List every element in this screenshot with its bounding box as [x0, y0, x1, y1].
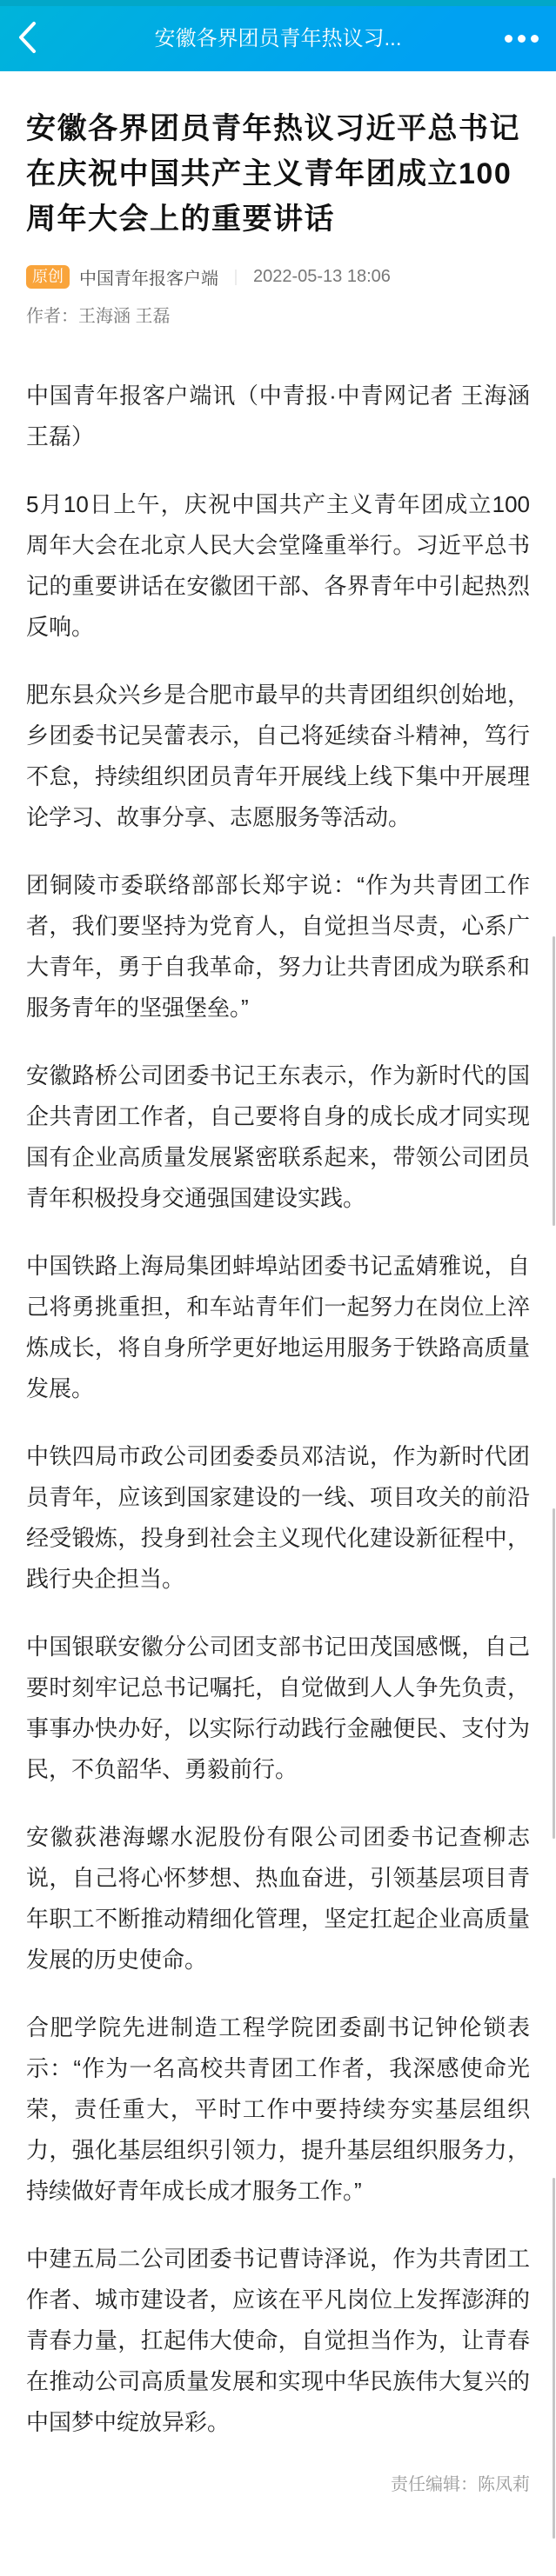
- author-line: 作者：王海涵 王磊: [26, 307, 171, 326]
- ellipsis-icon: [518, 35, 526, 43]
- article-paragraph: 中国铁路上海局集团蚌埠站团委书记孟婧雅说，自己将勇挑重担，和车站青年们一起努力在岗位上淬炼成长，将自身所学更好地运用服务于铁路高质量发展。: [26, 1253, 530, 1401]
- article-paragraph: 中建五局二公司团委书记曹诗泽说，作为共青团工作者、城市建设者，应该在平凡岗位上发挥澎湃的青春力量，扛起伟大使命，自觉担当作为，让青春在推动公司高质量发展和实现中华民族伟大复兴的中国梦中绽放异彩。: [26, 2246, 530, 2435]
- article-paragraph: 团铜陵市委联络部部长郑宇说：“作为共青团工作者，我们要坚持为党育人，自觉担当尽责，心系广大青年，勇于自我革命，努力让共青团成为联系和服务青年的坚强堡垒。”: [26, 872, 530, 1021]
- status-bar: [0, 0, 556, 6]
- more-options-button[interactable]: [503, 28, 540, 50]
- article-body: [0, 106, 556, 2495]
- app-bar: [0, 6, 556, 71]
- ellipsis-icon: [505, 35, 512, 43]
- article-paragraph: 安徽荻港海螺水泥股份有限公司团委书记查柳志说，自己将心怀梦想、热血奋进，引领基层项目青年职工不断推动精细化管理，坚定扛起企业高质量发展的历史使命。: [26, 1824, 530, 1973]
- article-paragraph: 合肥学院先进制造工程学院团委副书记钟伦锁表示：“作为一名高校共青团工作者，我深感使命光荣，责任重大，平时工作中要持续夯实基层组织力，强化基层组织引领力，提升基层组织服务力，持续做好青年成长成才服务工作。”: [26, 2014, 530, 2204]
- editor-credit: 责任编辑：陈凤莉: [391, 2475, 530, 2494]
- article-paragraph: 5月10日上午，庆祝中国共产主义青年团成立100周年大会在北京人民大会堂隆重举行。习近平总书记的重要讲话在安徽团干部、各界青年中引起热烈反响。: [26, 491, 530, 640]
- publish-time: 2022-05-13 18:06: [253, 267, 391, 286]
- ellipsis-icon: [531, 35, 539, 43]
- scrollbar-thumb-segment[interactable]: [553, 2178, 555, 2539]
- article-meta-row: [26, 264, 530, 290]
- article-paragraph: 中国银联安徽分公司团支部书记田茂国感慨，自己要时刻牢记总书记嘱托，自觉做到人人争先负责，事事办快办好，以实际行动践行金融便民、支付为民，不负韶华、勇毅前行。: [26, 1634, 530, 1782]
- app-bar-title: 安徽各界团员青年热议习...: [154, 27, 402, 50]
- article-paragraph: 中国青年报客户端讯（中青报·中青网记者 王海涵 王磊）: [26, 383, 530, 449]
- chevron-left-icon: [16, 18, 38, 59]
- source-name: 中国青年报客户端: [79, 270, 218, 289]
- meta-separator: ｜: [228, 269, 244, 287]
- article-text: [26, 376, 530, 2443]
- article-paragraph: 肥东县众兴乡是合肥市最早的共青团组织创始地，乡团委书记吴蕾表示，自己将延续奋斗精神，笃行不怠，持续组织团员青年开展线上线下集中开展理论学习、故事分享、志愿服务等活动。: [26, 682, 530, 830]
- original-badge: 原创: [26, 265, 70, 289]
- scrollbar-thumb-segment[interactable]: [553, 936, 555, 1226]
- scrollbar-thumb-segment[interactable]: [553, 1508, 555, 1839]
- article-paragraph: 安徽路桥公司团委书记王东表示，作为新时代的国企共青团工作者，自己要将自身的成长成才同实现国有企业高质量发展紧密联系起来，带领公司团员青年积极投身交通强国建设实践。: [26, 1062, 530, 1211]
- back-button[interactable]: [16, 18, 50, 60]
- article-paragraph: 中铁四局市政公司团委委员邓洁说，作为新时代团员青年，应该到国家建设的一线、项目攻关的前沿经受锻炼，投身到社会主义现代化建设新征程中，践行央企担当。: [26, 1443, 530, 1592]
- article-title: 安徽各界团员青年热议习近平总书记在庆祝中国共产主义青年团成立100周年大会上的重要讲话: [26, 112, 520, 236]
